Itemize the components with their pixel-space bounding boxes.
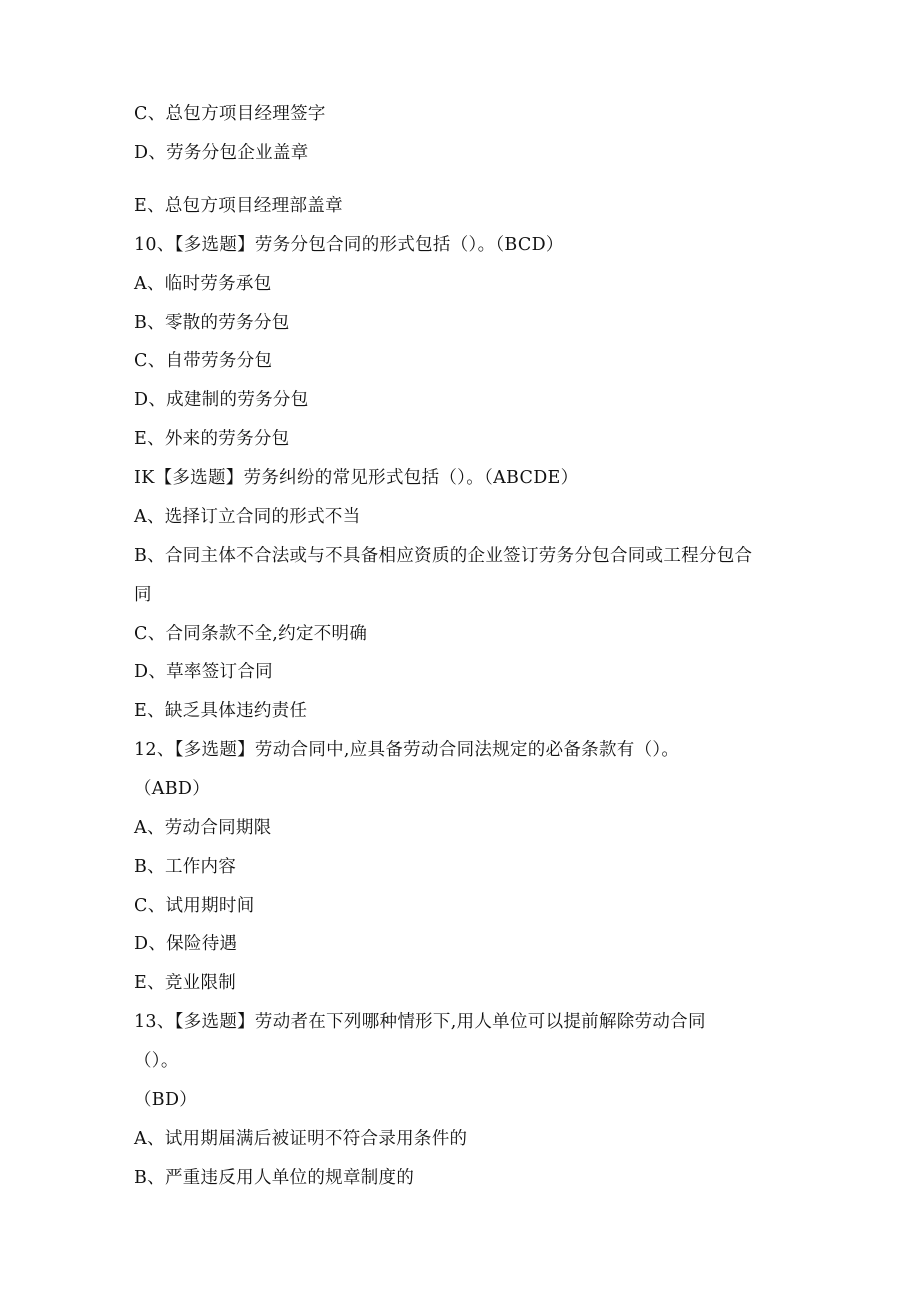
- option-c-q12: C、试用期时间: [134, 896, 255, 916]
- option-c-q9: C、总包方项目经理签字: [134, 104, 326, 124]
- option-d-q11: D、草率签订合同: [134, 662, 273, 682]
- option-c-q11: C、合同条款不全,约定不明确: [134, 624, 368, 644]
- option-a-q12: A、劳动合同期限: [134, 818, 272, 838]
- question-11: IK【多选题】劳务纠纷的常见形式包括（）。（ABCDE）: [134, 468, 579, 488]
- option-d-q9: D、劳务分包企业盖章: [134, 143, 309, 163]
- option-b-q11: B、合同主体不合法或与不具备相应资质的企业签订劳务分包合同或工程分包合: [134, 546, 753, 566]
- option-e-q9: E、总包方项目经理部盖章: [134, 196, 343, 216]
- option-b-q10: B、零散的劳务分包: [134, 313, 290, 333]
- question-13: 13、【多选题】劳动者在下列哪种情形下,用人单位可以提前解除劳动合同: [134, 1012, 706, 1032]
- option-d-q10: D、成建制的劳务分包: [134, 390, 309, 410]
- option-e-q10: E、外来的劳务分包: [134, 429, 290, 449]
- option-d-q12: D、保险待遇: [134, 934, 238, 954]
- option-a-q10: A、临时劳务承包: [134, 274, 272, 294]
- answer-q12: （ABD）: [134, 779, 211, 799]
- option-c-q10: C、自带劳务分包: [134, 351, 273, 371]
- option-e-q12: E、竞业限制: [134, 973, 237, 993]
- option-a-q13: A、试用期届满后被证明不符合录用条件的: [134, 1129, 468, 1149]
- question-13-continued: （）。: [134, 1051, 179, 1071]
- option-e-q11: E、缺乏具体违约责任: [134, 701, 308, 721]
- option-a-q11: A、选择订立合同的形式不当: [134, 507, 361, 527]
- answer-q13: （BD）: [134, 1090, 198, 1110]
- question-10: 10、【多选题】劳务分包合同的形式包括（）。（BCD）: [134, 235, 564, 255]
- option-b-q13: B、严重违反用人单位的规章制度的: [134, 1168, 415, 1188]
- question-12: 12、【多选题】劳动合同中,应具备劳动合同法规定的必备条款有（）。: [134, 740, 680, 760]
- option-b-q11-continued: 同: [134, 585, 152, 605]
- option-b-q12: B、工作内容: [134, 857, 237, 877]
